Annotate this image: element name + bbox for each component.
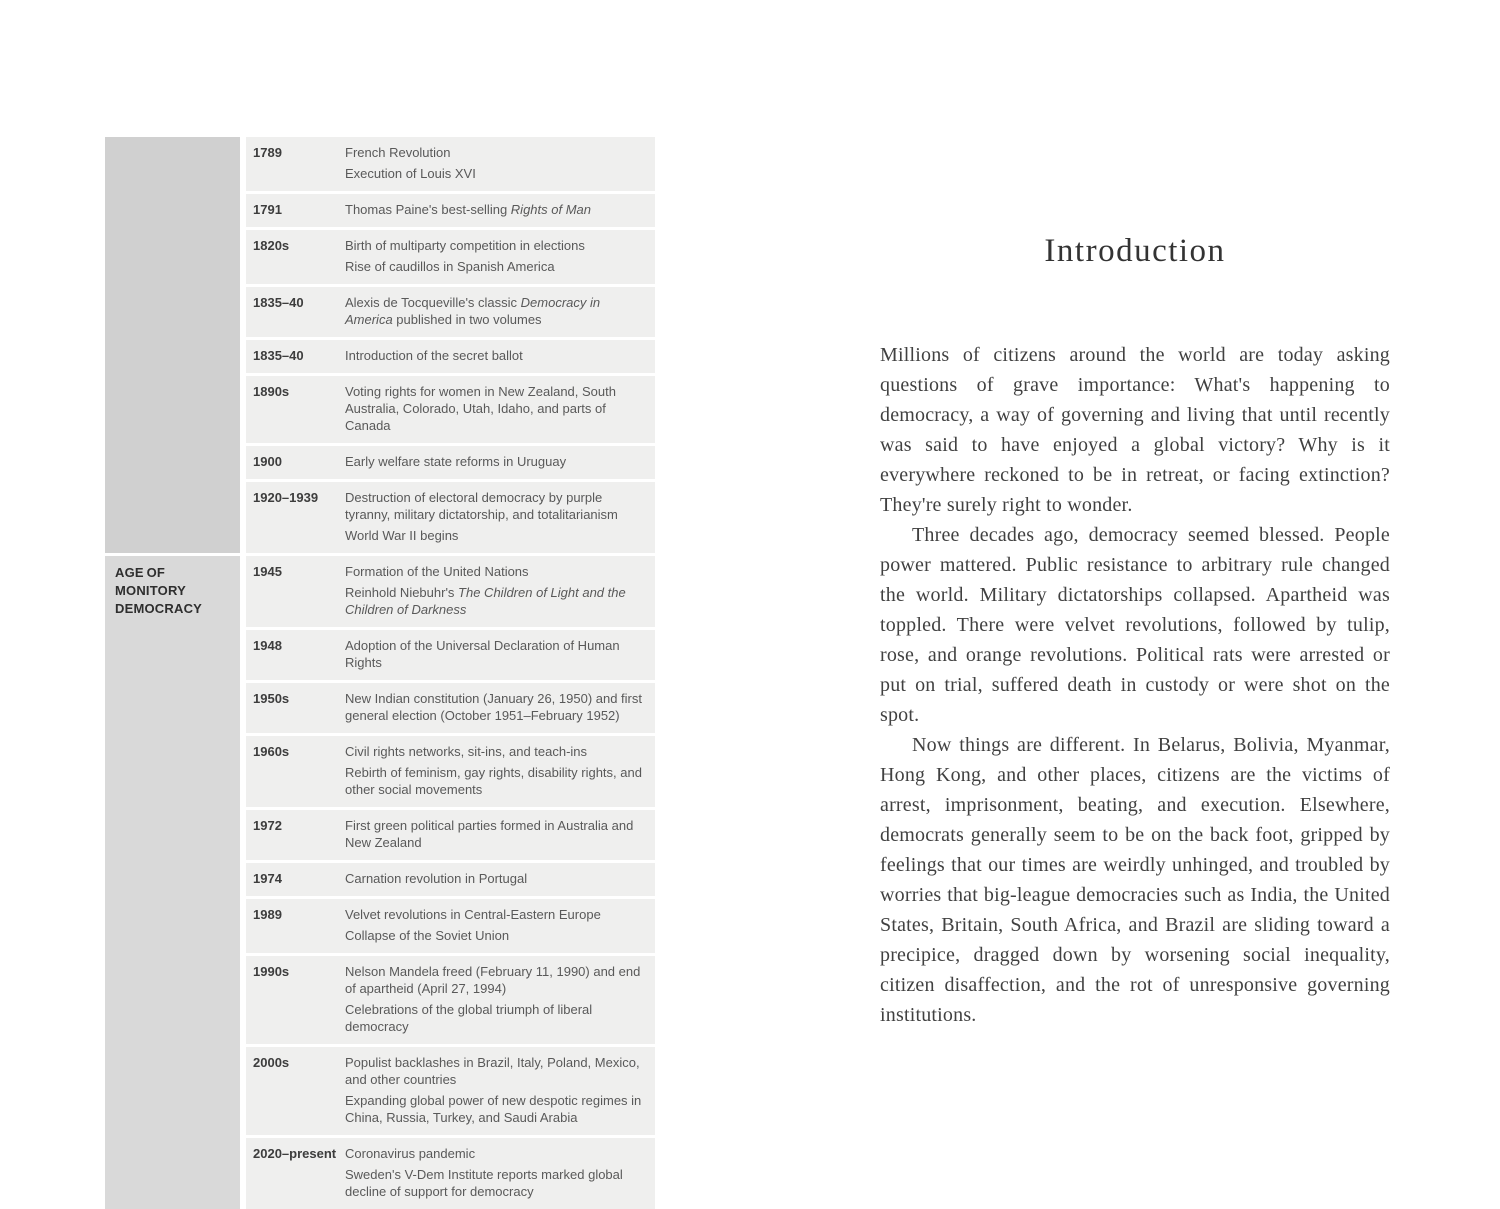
timeline-event: Velvet revolutions in Central-Eastern Europe (345, 907, 601, 922)
timeline-events (345, 383, 647, 434)
timeline-events (345, 489, 647, 544)
timeline-event: Collapse of the Soviet Union (345, 928, 510, 943)
timeline-events (345, 690, 647, 724)
timeline-era-band-monitory (105, 556, 240, 1209)
timeline-event: Nelson Mandela freed (February 11, 1990) and end of apartheid (April 27, 1994) (345, 964, 641, 996)
timeline-date: 2020–present (253, 1146, 337, 1161)
intro-paragraph: Now things are different. In Belarus, Bolivia, Myanmar, Hong Kong, and other places, citizens are the victims of arrest, imprisonment, beating, and execution. Elsewhere, democrats generally seem to be on the back foot, gripped by feelings that our times are weirdly unhinged, and troubled by worries that big-league democracies such as India, the United States, Britain, South Africa, and Brazil are sliding toward a precipice, dragged down by worsening social inequality, citizen disaffection, and the rot of unresponsive governing institutions. (880, 734, 1390, 1026)
timeline-event: Celebrations of the global triumph of liberal democracy (345, 1002, 593, 1034)
timeline-date: 1948 (253, 638, 282, 653)
timeline-event: New Indian constitution (January 26, 1950) and first general election (October 1951–February 1952) (345, 691, 643, 723)
timeline-events (345, 870, 647, 887)
timeline-row (246, 810, 655, 860)
timeline-row (246, 556, 655, 627)
timeline-events (345, 563, 647, 618)
timeline-event: Carnation revolution in Portugal (345, 871, 528, 886)
timeline-date: 1960s (253, 744, 290, 759)
timeline-date: 1789 (253, 145, 282, 160)
timeline-event: Formation of the United Nations (345, 564, 529, 579)
timeline-row (246, 446, 655, 479)
timeline-event: Introduction of the secret ballot (345, 348, 523, 363)
timeline-event: Expanding global power of new despotic regimes in China, Russia, Turkey, and Saudi Arabia (345, 1093, 642, 1125)
timeline-events (345, 144, 647, 182)
page-title: Introduction (1044, 233, 1226, 269)
timeline-row (246, 863, 655, 896)
timeline-events (345, 347, 647, 364)
timeline-events (345, 637, 647, 671)
timeline-event: World War II begins (345, 528, 459, 543)
timeline-row (246, 230, 655, 284)
timeline-events (345, 1054, 647, 1126)
timeline-event: Adoption of the Universal Declaration of Human Rights (345, 638, 620, 670)
timeline-date: 2000s (253, 1055, 290, 1070)
timeline-events (345, 817, 647, 851)
timeline-date: 1791 (253, 202, 282, 217)
timeline-events (345, 743, 647, 798)
timeline-row (246, 137, 655, 191)
timeline-era-band-upper (105, 137, 240, 553)
timeline-events (345, 237, 647, 275)
timeline-event: Civil rights networks, sit-ins, and teach-ins (345, 744, 588, 759)
timeline-events (345, 453, 647, 470)
timeline-table (105, 137, 655, 1209)
timeline-date: 1974 (253, 871, 282, 886)
timeline-event: Rebirth of feminism, gay rights, disability rights, and other social movements (345, 765, 642, 797)
timeline-row (246, 956, 655, 1044)
timeline-event: Execution of Louis XVI (345, 166, 476, 181)
timeline-event: Birth of multiparty competition in elections (345, 238, 585, 253)
timeline-event: Destruction of electoral democracy by purple tyranny, military dictatorship, and totalitarianism (345, 490, 618, 522)
timeline-date: 1835–40 (253, 348, 304, 363)
timeline-event: Thomas Paine's best-selling Rights of Man (345, 202, 591, 217)
timeline-event: Early welfare state reforms in Uruguay (345, 454, 567, 469)
timeline-row (246, 482, 655, 553)
timeline-date: 1972 (253, 818, 282, 833)
timeline-row (246, 287, 655, 337)
timeline-date: 1990s (253, 964, 290, 979)
timeline-event: First green political parties formed in Australia and New Zealand (345, 818, 634, 850)
timeline-date: 1950s (253, 691, 290, 706)
timeline-event: Sweden's V-Dem Institute reports marked global decline of support for democracy (345, 1167, 623, 1199)
timeline-event: Coronavirus pandemic (345, 1146, 476, 1161)
timeline-row (246, 630, 655, 680)
intro-paragraphs (880, 340, 1390, 1030)
timeline-row (246, 736, 655, 807)
timeline-events (345, 201, 647, 218)
timeline-date: 1945 (253, 564, 282, 579)
timeline-event: Populist backlashes in Brazil, Italy, Poland, Mexico, and other countries (345, 1055, 640, 1087)
timeline-row (246, 1138, 655, 1209)
era-label: AGE OF MONITORY DEMOCRACY (115, 565, 203, 616)
timeline-row (246, 376, 655, 443)
timeline-event: Alexis de Tocqueville's classic Democracy in America published in two volumes (345, 295, 601, 327)
intro-page (880, 232, 1390, 1030)
timeline-event: Reinhold Niebuhr's The Children of Light and the Children of Darkness (345, 585, 626, 617)
timeline-row (246, 1047, 655, 1135)
timeline-events (345, 963, 647, 1035)
timeline-date: 1989 (253, 907, 282, 922)
timeline-event: Voting rights for women in New Zealand, South Australia, Colorado, Utah, Idaho, and parts of Canada (345, 384, 616, 433)
timeline-event: Rise of caudillos in Spanish America (345, 259, 555, 274)
timeline-date: 1890s (253, 384, 290, 399)
timeline-events (345, 294, 647, 328)
timeline-event: French Revolution (345, 145, 451, 160)
timeline-row (246, 340, 655, 373)
timeline-date: 1920–1939 (253, 490, 319, 505)
timeline-row (246, 899, 655, 953)
intro-paragraph: Three decades ago, democracy seemed blessed. People power mattered. Public resistance to arbitrary rule changed the world. Military dictatorships collapsed. Apartheid was toppled. There were velvet revolutions, followed by tulip, rose, and orange revolutions. Political rats were arrested or put on trial, suffered death in custody or were shot on the spot. (880, 524, 1390, 726)
timeline-date: 1835–40 (253, 295, 304, 310)
intro-paragraph: Millions of citizens around the world are today asking questions of grave importance: What's happening to democracy, a way of governing and living that until recently was said to have enjoyed a global victory? Why is it everywhere reckoned to be in retreat, or facing extinction? They're surely right to wonder. (880, 344, 1390, 516)
timeline-events (345, 1145, 647, 1200)
timeline-date: 1820s (253, 238, 290, 253)
timeline-row (246, 683, 655, 733)
timeline-events (345, 906, 647, 944)
timeline-row (246, 194, 655, 227)
timeline-date: 1900 (253, 454, 282, 469)
